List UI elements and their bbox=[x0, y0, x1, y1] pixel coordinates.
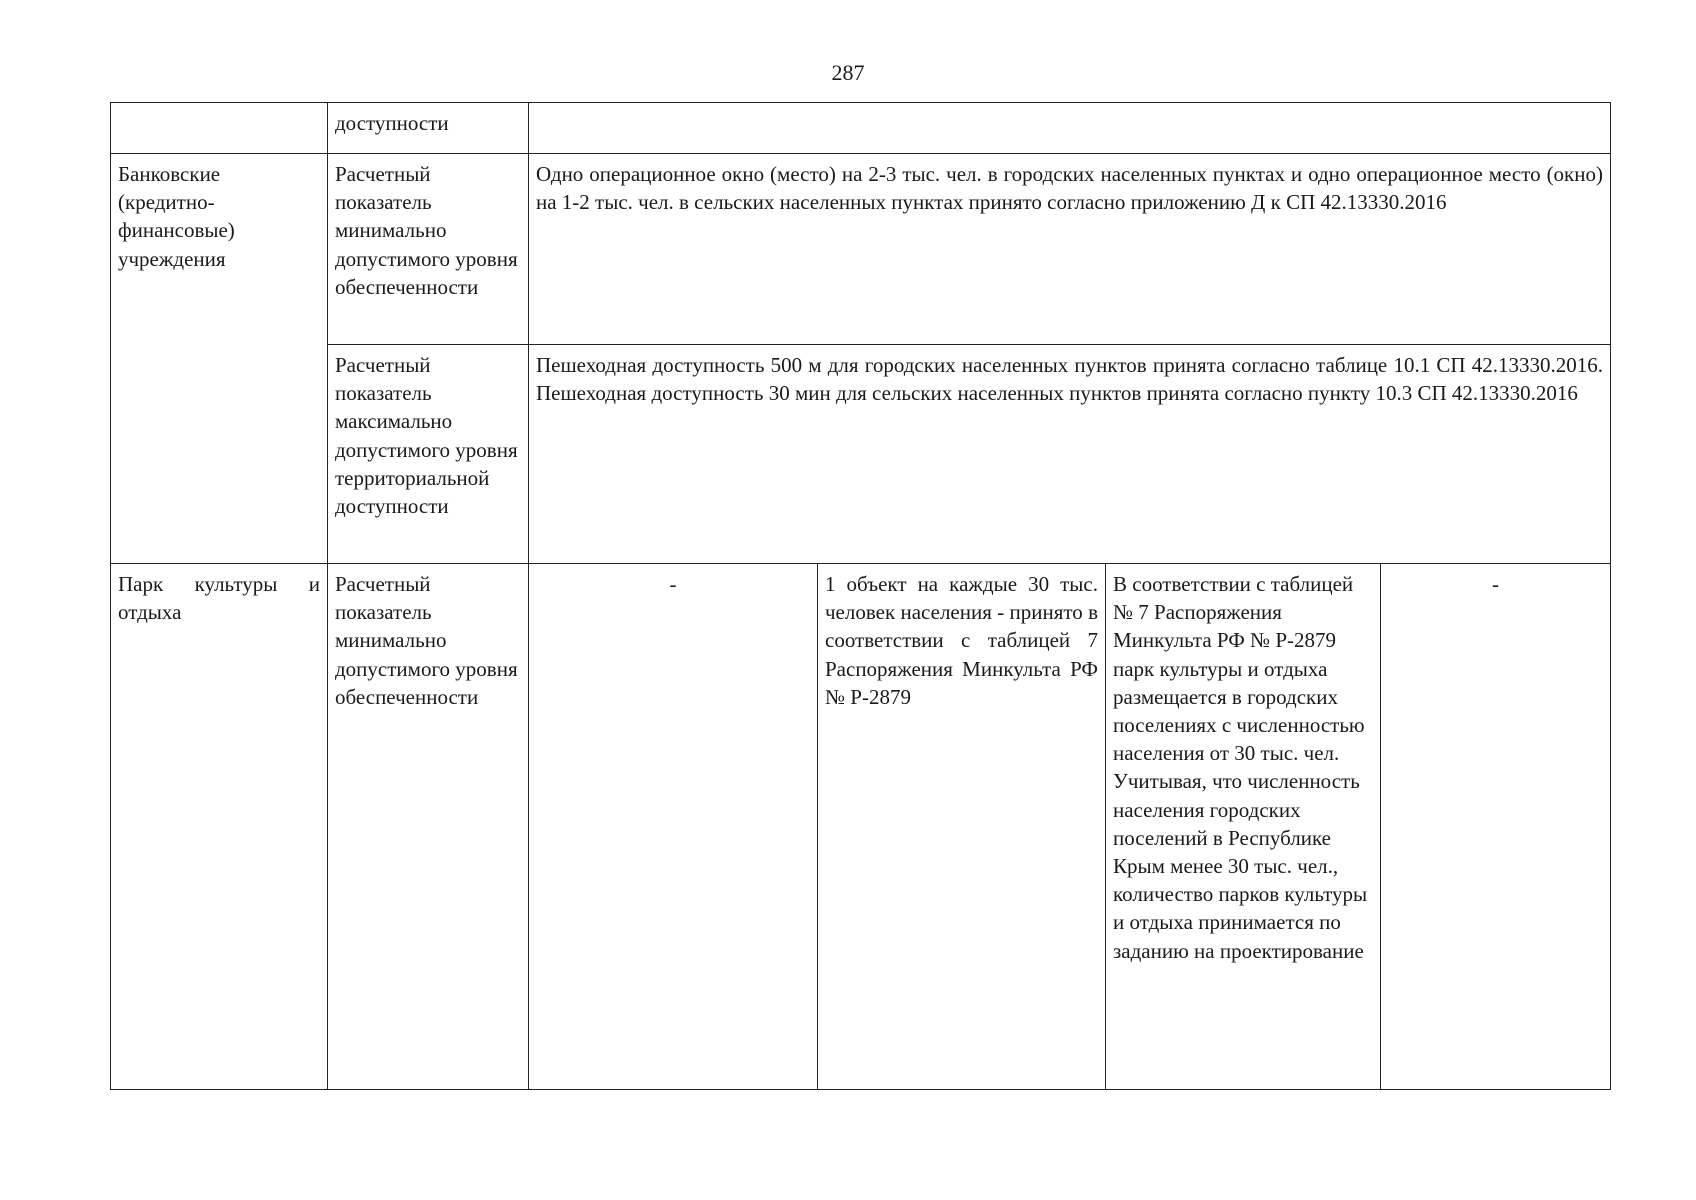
value-cell-2 bbox=[818, 564, 1106, 1090]
value-text: Пешеходная доступность 500 м для городских населенных пунктов принята согласно таблице 10.1 СП 42.13330.2016. Пешеходная доступность 30 мин для сельских населенных пунктов принята согласно пункту 10.3 СП 42.13330.2016 bbox=[536, 353, 1603, 406]
indicator-text: Расчетный показатель минимально допустимого уровня обеспеченности bbox=[335, 572, 518, 709]
table-row-continuation bbox=[111, 103, 1611, 154]
value-text: 1 объект на каждые 30 тыс. человек населения - принято в соответствии с таблицей 7 Распоряжения Минкульта РФ № Р-2879 bbox=[825, 572, 1098, 709]
indicator-cell bbox=[328, 154, 529, 345]
indicator-cell bbox=[328, 103, 529, 154]
indicator-cell bbox=[328, 564, 529, 1090]
value-text: Одно операционное окно (место) на 2-3 тыс. чел. в городских населенных пунктах и одно операционное место (окно) на 1-2 тыс. чел. в сельских населенных пунктах принято согласно приложению Д к СП 42.13330.2016 bbox=[536, 162, 1603, 215]
value-cell bbox=[529, 103, 1611, 154]
table-row-park bbox=[111, 564, 1611, 1090]
value-cell bbox=[529, 154, 1611, 345]
object-cell-empty bbox=[111, 103, 328, 154]
object-cell-park bbox=[111, 564, 328, 1090]
table-row-bank-provision bbox=[111, 154, 1611, 345]
indicator-text: Расчетный показатель минимально допустимого уровня обеспеченности bbox=[335, 162, 518, 299]
page-number: 287 bbox=[831, 60, 865, 85]
object-text: Банковские (кредитно-финансовые) учреждения bbox=[118, 162, 235, 271]
table-row-bank-accessibility bbox=[111, 345, 1611, 564]
value-cell bbox=[529, 345, 1611, 564]
indicator-cell bbox=[328, 345, 529, 564]
value-text: - bbox=[1492, 572, 1499, 596]
value-cell-3 bbox=[1106, 564, 1381, 1090]
object-text: Парк культуры и отдыха bbox=[118, 572, 320, 625]
object-cell-bank bbox=[111, 154, 328, 564]
indicator-text: доступности bbox=[335, 111, 449, 135]
indicator-text: Расчетный показатель максимально допустимого уровня территориальной доступности bbox=[335, 353, 518, 519]
value-text: В соответствии с таблицей № 7 Распоряжения Минкульта РФ № Р-2879 парк культуры и отдыха размещается в городских поселениях с численностью населения от 30 тыс. чел. Учитывая, что численность населения городских поселений в Республике Крым менее 30 тыс. чел., количество парков культуры и отдыха принимается по заданию на проектирование bbox=[1113, 572, 1368, 963]
value-cell-4 bbox=[1381, 564, 1611, 1090]
value-text: - bbox=[669, 572, 677, 596]
normative-table bbox=[110, 102, 1611, 1090]
value-cell-1 bbox=[529, 564, 818, 1090]
